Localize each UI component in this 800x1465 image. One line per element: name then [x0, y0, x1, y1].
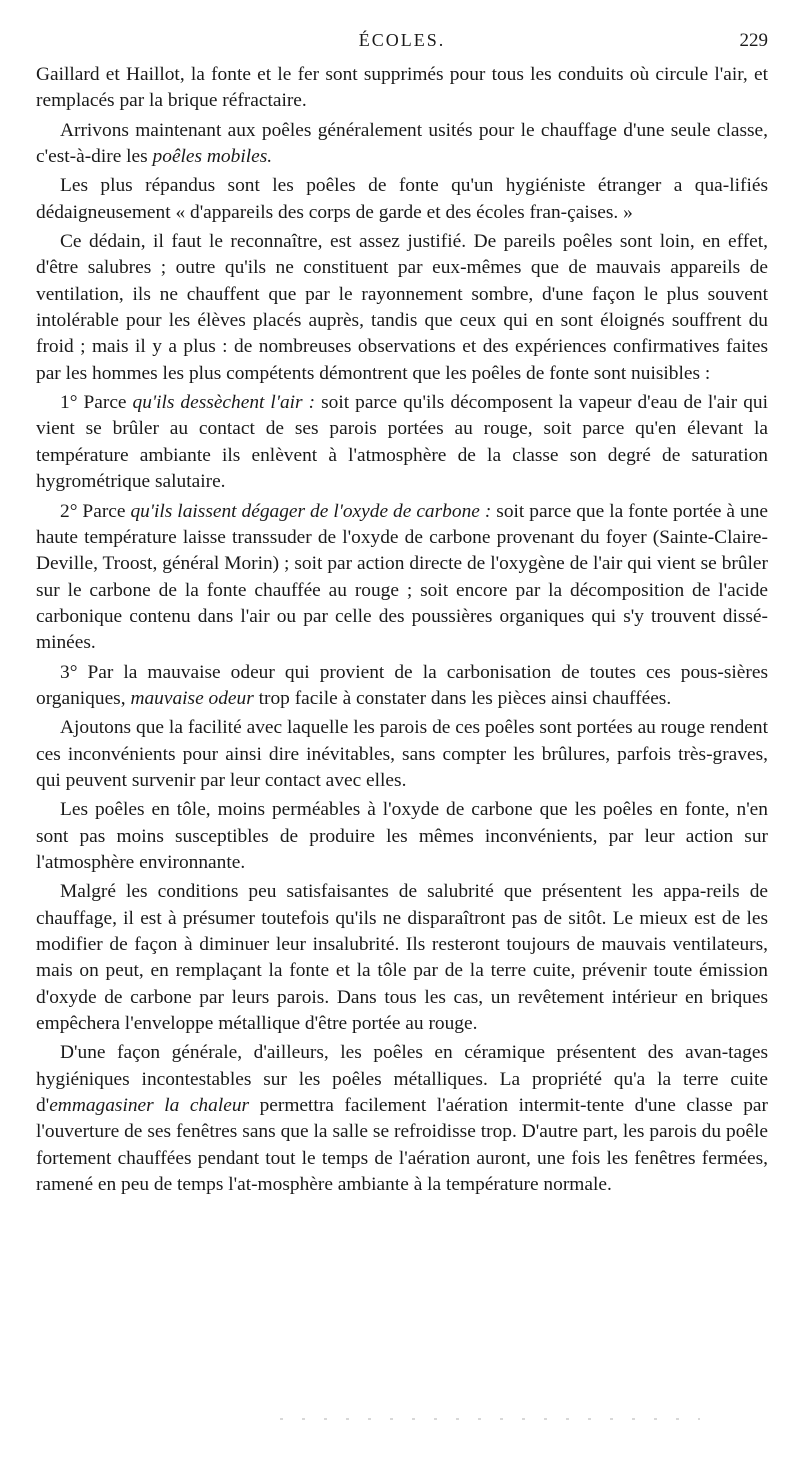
text-run: trop facile à constater dans les pièces ainsi chauffées. [253, 687, 672, 709]
text-run: Ce dédain, il faut le reconnaître, est assez justifié. De pareils poêles sont loin, en effet, d'être salubres ; outre qu'ils ne constituent par eux-mêmes que de mauvais appareils de ventilation, ils ne chauffent que par le rayonnement sombre, d'une façon le plus souvent intolérable pour les élèves placés auprès, tandis que ceux qui en sont éloignés souffrent du froid ; mais il y a plus : de nombreuses observations et des expériences confirmatives faites par les hommes les plus compétents démontrent que les poêles de fonte sont nuisibles : [36, 231, 768, 384]
page-header [36, 28, 768, 58]
text-run: 3° Par la mauvaise odeur qui provient de la carbonisation de toutes ces pous-sières organiques, [36, 661, 768, 709]
text-run: Gaillard et Haillot, la fonte et le fer sont supprimés pour tous les conduits où circule l'air, et remplacés par la brique réfractaire. [36, 64, 768, 112]
italic-text: mauvaise odeur [130, 687, 254, 709]
text-run: Malgré les conditions peu satisfaisantes de salubrité que présentent les appa-reils de chauffage, il est à présumer toutefois qu'ils ne disparaîtront pas de sitôt. Le mieux est de les modifier de façon à diminuer leur insalubrité. Ils resteront toujours de mauvais ventilateurs, mais on peut, en remplaçant la fonte et la tôle par de la terre cuite, prévenir toute émission d'oxyde de carbone par leurs parois. Dans tous les cas, un revêtement intérieur en briques empêchera l'enveloppe métallique d'être portée au rouge. [36, 881, 768, 1035]
text-run: soit parce qu'ils décomposent la vapeur d'eau de l'air qui vient se brûler au contact de ses parois portées au rouge, soit parce qu'en élevant la température ambiante ils enlèvent à l'atmosphère de la classe son degré de saturation hygrométrique salutaire. [36, 392, 768, 493]
paragraph [36, 499, 768, 657]
text-run: permettra facilement l'aération intermit-tente d'une classe par l'ouverture de ses fenêtres sans que la salle se refroidisse trop. D'autre part, les parois du poêle fortement chauffées pendant tout le temps de l'aération auront, une fois les fenêtres fermées, ramené en peu de temps l'at-mosphère ambiante à la température normale. [36, 1095, 768, 1196]
running-head: ÉCOLES. [358, 30, 446, 50]
text-run: soit parce que la fonte portée à une haute température laisse transsuder de l'oxyde de carbone provenant du foyer (Sainte-Claire-Deville, Troost, général Morin) ; soit par action directe de l'oxygène de l'air qui vient se brûler sur le carbone de la fonte chauffée au rouge ; soit encore par la décomposition de l'acide carbonique contenu dans l'air ou par celle des poussières organiques qui s'y trouvent dissé-minées. [36, 500, 768, 654]
paragraph [36, 173, 768, 226]
text-run: Les poêles en tôle, moins perméables à l'oxyde de carbone que les poêles en fonte, n'en sont pas moins susceptibles de produire les mêmes inconvénients, par leur action sur l'atmosphère environnante. [36, 799, 768, 873]
paragraph [36, 1040, 768, 1198]
italic-text: qu'ils laissent dégager de l'oxyde de carbone : [130, 500, 492, 522]
paragraph [36, 229, 768, 387]
body-text [36, 62, 768, 1201]
italic-text: qu'ils dessèchent l'air : [132, 392, 316, 414]
text-run: 1° Parce [60, 392, 133, 414]
paragraph [36, 797, 768, 876]
italic-text: poêles mobiles. [152, 146, 273, 168]
paragraph [36, 715, 768, 794]
paragraph [36, 62, 768, 115]
paragraph [36, 390, 768, 495]
text-run: D'une façon générale, d'ailleurs, les poêles en céramique présentent des avan-tages hygiéniques incontestables sur les poêles métalliques. La propriété qu'a la terre cuite d' [36, 1042, 768, 1117]
text-run: Les plus répandus sont les poêles de fonte qu'un hygiéniste étranger a qua-lifiés dédaigneusement « d'appareils des corps de garde et des écoles fran-çaises. » [36, 175, 768, 223]
paragraph [36, 118, 768, 171]
text-run: Arrivons maintenant aux poêles généralement usités pour le chauffage d'une seule classe, c'est-à-dire les [36, 119, 768, 168]
italic-text: emmagasiner la chaleur [49, 1095, 250, 1117]
faint-bleed-through [280, 1418, 700, 1420]
paragraph [36, 879, 768, 1037]
page-number: 229 [739, 30, 768, 51]
text-run: 2° Parce [60, 500, 131, 522]
paragraph [36, 660, 768, 713]
text-run: Ajoutons que la facilité avec laquelle les parois de ces poêles sont portées au rouge rendent ces inconvénients pour ainsi dire inévitables, sans compter les brûlures, parfois très-graves, qui peuvent survenir par leur contact avec elles. [36, 717, 768, 791]
